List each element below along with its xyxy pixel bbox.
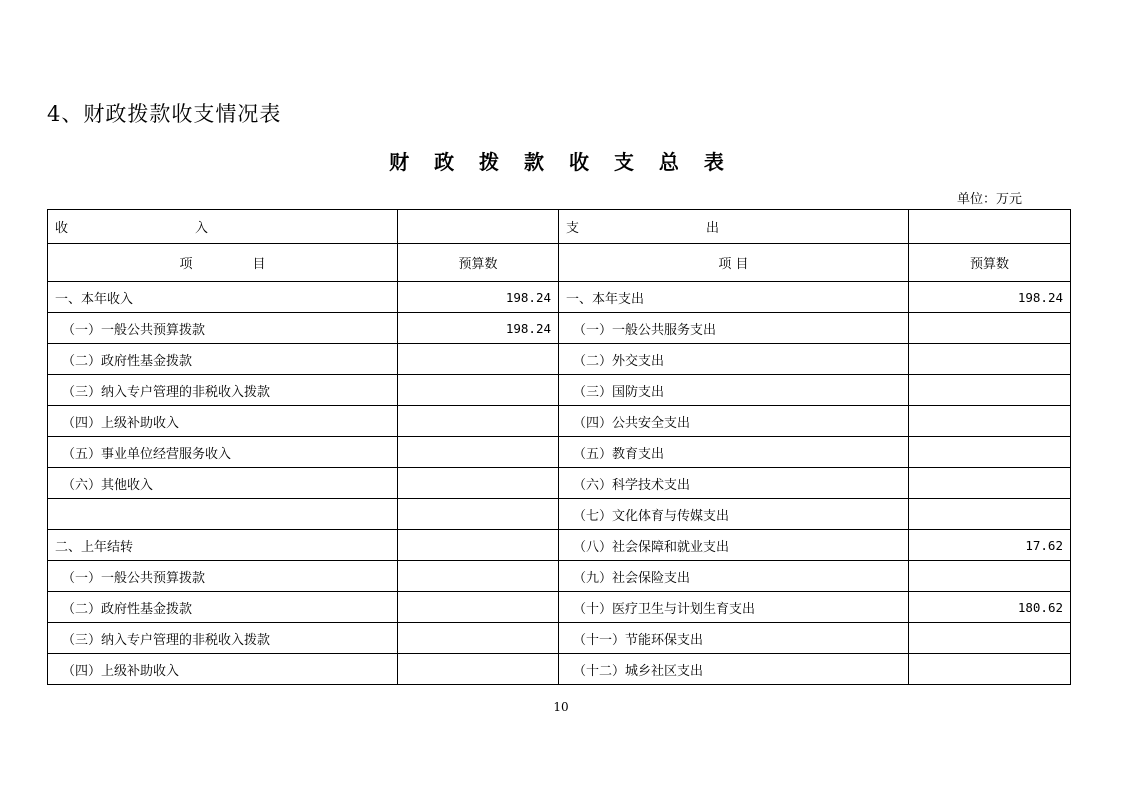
expense-item-header: 项 目 [559,244,909,282]
expense-item-cell: （三）国防支出 [559,375,909,406]
income-item-cell: （四）上级补助收入 [48,654,398,685]
income-value-cell [398,623,559,654]
table-row [48,561,1071,592]
income-item-header: 项 目 [48,244,398,282]
expense-item-cell: （四）公共安全支出 [559,406,909,437]
expense-item-cell: （十一）节能环保支出 [559,623,909,654]
income-value-cell [398,344,559,375]
income-item-cell: 一、本年收入 [48,282,398,313]
expense-value-cell [909,623,1071,654]
income-value-cell [398,561,559,592]
expense-item-cell: （十）医疗卫生与计划生育支出 [559,592,909,623]
table-row [48,375,1071,406]
unit-label: 单位：万元 [957,192,1023,207]
expense-value-cell [909,561,1071,592]
table-row [48,282,1071,313]
table-row [48,437,1071,468]
income-item-cell: （六）其他收入 [48,468,398,499]
table-row [48,654,1071,685]
income-item-cell: （四）上级补助收入 [48,406,398,437]
expense-value-cell: 17.62 [909,530,1071,561]
expense-header-blank [909,210,1071,244]
income-value-cell: 198.24 [398,282,559,313]
income-item-cell: （一）一般公共预算拨款 [48,561,398,592]
income-item-cell: （三）纳入专户管理的非税收入拨款 [48,623,398,654]
table-row [48,406,1071,437]
income-value-cell [398,437,559,468]
expense-value-cell [909,499,1071,530]
table-row [48,623,1071,654]
income-item-cell: （一）一般公共预算拨款 [48,313,398,344]
table-row [48,313,1071,344]
expense-value-cell [909,437,1071,468]
table-row [48,499,1071,530]
expense-value-cell [909,406,1071,437]
income-header: 收 入 [48,210,398,244]
income-item-cell: 二、上年结转 [48,530,398,561]
income-item-cell [48,499,398,530]
income-value-cell [398,499,559,530]
table-row [48,344,1071,375]
expense-item-cell: （一）一般公共服务支出 [559,313,909,344]
expense-value-cell [909,654,1071,685]
expense-item-cell: （十二）城乡社区支出 [559,654,909,685]
expense-item-cell: 一、本年支出 [559,282,909,313]
table-row [48,530,1071,561]
budget-table [47,209,1071,685]
expense-header: 支 出 [559,210,909,244]
expense-value-cell [909,468,1071,499]
income-value-cell [398,654,559,685]
expense-item-cell: （七）文化体育与传媒支出 [559,499,909,530]
income-value-cell [398,375,559,406]
income-value-cell [398,468,559,499]
income-item-cell: （五）事业单位经营服务收入 [48,437,398,468]
page-number: 10 [553,700,569,714]
income-value-cell [398,592,559,623]
section-title: 4、财政拨款收支情况表 [47,102,282,126]
table-row [48,592,1071,623]
expense-item-cell: （九）社会保险支出 [559,561,909,592]
expense-value-cell: 198.24 [909,282,1071,313]
income-header-blank [398,210,559,244]
income-budget-header: 预算数 [398,244,559,282]
expense-item-cell: （六）科学技术支出 [559,468,909,499]
table-title: 财 政 拨 款 收 支 总 表 [389,150,733,174]
income-value-cell [398,530,559,561]
expense-budget-header: 预算数 [909,244,1071,282]
table-header-row-1 [48,210,1071,244]
expense-value-cell: 180.62 [909,592,1071,623]
expense-item-cell: （五）教育支出 [559,437,909,468]
expense-item-cell: （八）社会保障和就业支出 [559,530,909,561]
expense-item-cell: （二）外交支出 [559,344,909,375]
table-row [48,468,1071,499]
table-header-row-2 [48,244,1071,282]
income-value-cell: 198.24 [398,313,559,344]
income-item-cell: （三）纳入专户管理的非税收入拨款 [48,375,398,406]
income-item-cell: （二）政府性基金拨款 [48,592,398,623]
expense-value-cell [909,313,1071,344]
expense-value-cell [909,375,1071,406]
income-value-cell [398,406,559,437]
income-item-cell: （二）政府性基金拨款 [48,344,398,375]
expense-value-cell [909,344,1071,375]
